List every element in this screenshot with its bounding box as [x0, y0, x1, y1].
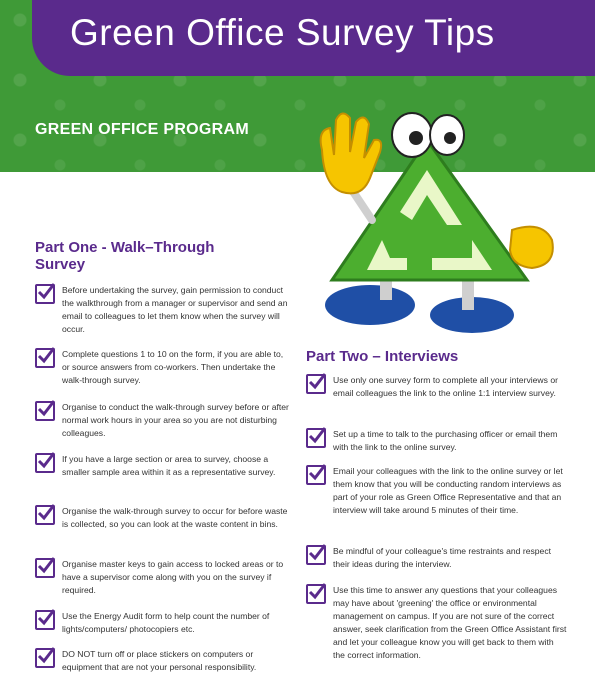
- list-item: [35, 284, 290, 336]
- recycle-mascot-icon: [312, 100, 562, 335]
- check-icon: [306, 428, 326, 448]
- list-item-text: Use only one survey form to complete all your interviews or email colleagues the link to the online 1:1 interview survey.: [333, 375, 558, 398]
- check-icon: [35, 348, 55, 368]
- list-item: [35, 453, 290, 479]
- list-item-text: Complete questions 1 to 10 on the form, if you are able to, or source answers from co-workers. Then undertake the walk-through survey.: [62, 349, 284, 385]
- list-item-text: Organise the walk-through survey to occur for before waste is collected, so you can look at the waste content in bins.: [62, 506, 288, 529]
- check-icon: [35, 610, 55, 630]
- check-icon: [35, 648, 55, 668]
- list-item-text: Set up a time to talk to the purchasing officer or email them with the link to the online survey.: [333, 429, 558, 452]
- check-icon: [35, 505, 55, 525]
- check-icon: [306, 465, 326, 485]
- list-item-text: Before undertaking the survey, gain permission to conduct the walkthrough from a manager or supervisor and send an email to colleagues to let them know when the survey will occur.: [62, 285, 288, 334]
- list-item: [35, 648, 290, 674]
- check-icon: [35, 453, 55, 473]
- list-item-text: Organise to conduct the walk-through survey before or after normal work hours in your area so you are not disturbing colleagues.: [62, 402, 289, 438]
- list-item-text: Use the Energy Audit form to help count the number of lights/computers/ photocopiers etc.: [62, 611, 270, 634]
- waving-hand: [321, 113, 382, 193]
- list-item-text: Organise master keys to gain access to locked areas or to have a supervisor come along with you on the survey if required.: [62, 559, 284, 595]
- check-icon: [306, 374, 326, 394]
- list-item-text: If you have a large section or area to survey, choose a smaller sample area within it as a representative survey.: [62, 454, 276, 477]
- list-item: [306, 584, 568, 662]
- list-item: [306, 374, 568, 400]
- list-item: [306, 545, 568, 571]
- right-hand: [510, 227, 553, 268]
- check-icon: [35, 558, 55, 578]
- left-shoe: [325, 285, 415, 325]
- check-icon: [35, 284, 55, 304]
- list-item: [35, 505, 290, 531]
- list-item: [35, 348, 290, 387]
- list-item-text: Email your colleagues with the link to the online survey or let them know that you will be conducting random interviews as part of your role as Green Office Representative and that an interview will take around 5 minutes of their time.: [333, 466, 563, 515]
- list-item: [306, 465, 568, 517]
- part-one-heading: Part One - Walk–Through Survey: [35, 239, 215, 273]
- list-item: [35, 558, 290, 597]
- page-title: Green Office Survey Tips: [70, 12, 495, 53]
- list-item-text: Be mindful of your colleague's time restraints and respect their ideas during the interview.: [333, 546, 552, 569]
- check-icon: [306, 584, 326, 604]
- program-label: GREEN OFFICE PROGRAM: [35, 121, 250, 138]
- list-item: [306, 428, 568, 454]
- part-two-heading: Part Two – Interviews: [306, 348, 459, 365]
- list-item-text: DO NOT turn off or place stickers on computers or equipment that are not your personal responsibility.: [62, 649, 257, 672]
- check-icon: [306, 545, 326, 565]
- list-item: [35, 401, 290, 440]
- list-item-text: Use this time to answer any questions that your colleagues may have about 'greening' the office or environmental management on campus. If you are not sure of the correct answer, seek clarification from the Green Office Assistant first and let your colleague know you will get back to them with the correct information.: [333, 585, 567, 660]
- check-icon: [35, 401, 55, 421]
- list-item: [35, 610, 290, 636]
